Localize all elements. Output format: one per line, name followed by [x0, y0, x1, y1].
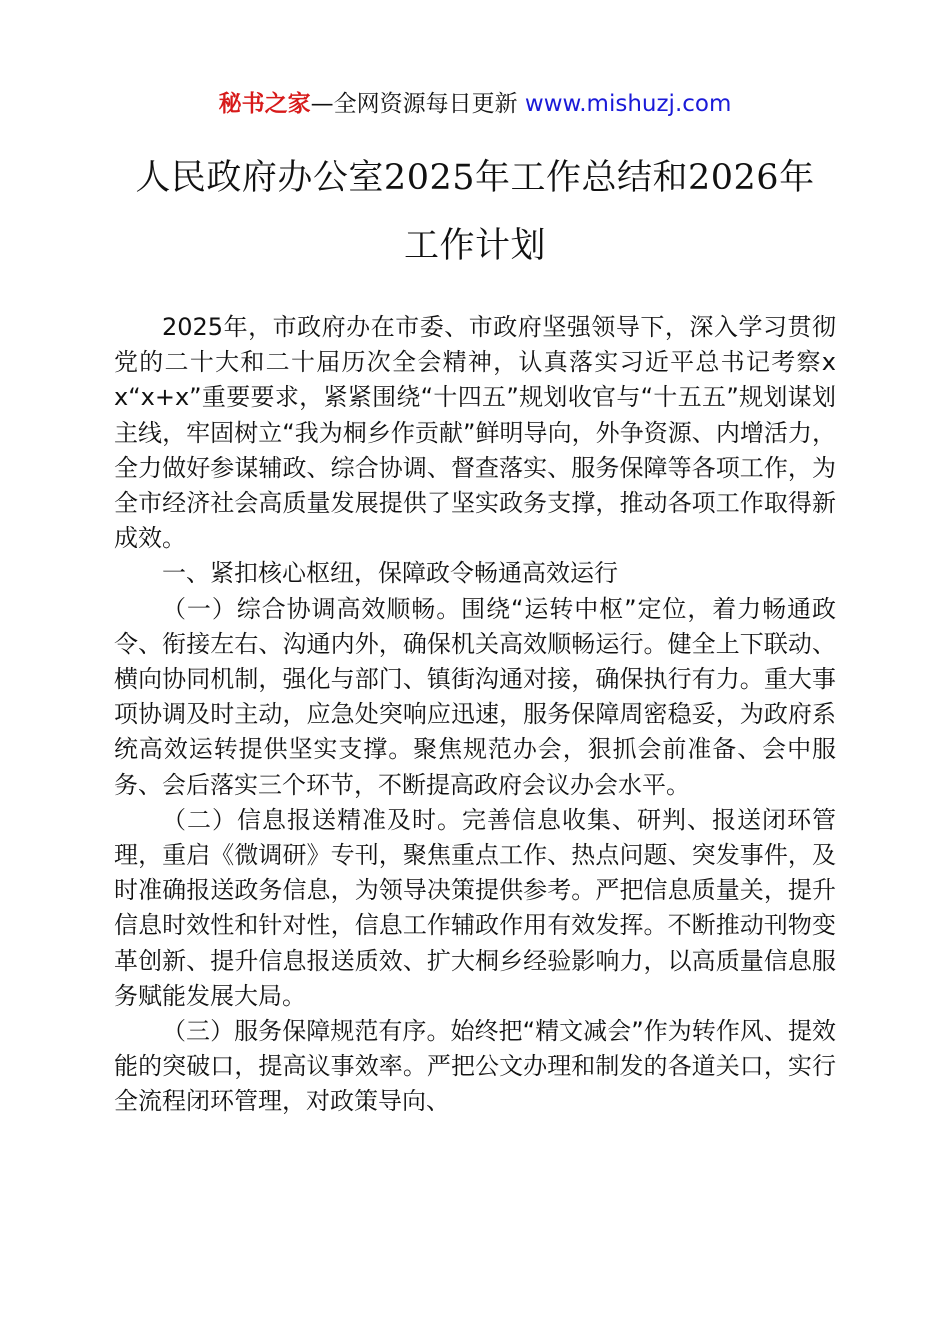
document-title-line-1: 人民政府办公室2025年工作总结和2026年: [135, 158, 815, 198]
section-heading: 一、紧扣核心枢纽，保障政令畅通高效运行: [162, 559, 618, 588]
paragraph-service: （三）服务保障规范有序。始终把“精文减会”作为转作风、提效能的突破口，提高议事效率。严把公文办理和制发的各道关口，实行全流程闭环管理，对政策导向、: [114, 1017, 836, 1116]
document-title: [110, 144, 840, 280]
paragraph-coordination: （一）综合协调高效顺畅。围绕“运转中枢”定位，着力畅通政令、衔接左右、沟通内外，确保机关高效顺畅运行。健全上下联动、横向协同机制，强化与部门、镇街沟通对接，确保执行有力。重大事项协调及时主动，应急处突响应迅速，服务保障周密稳妥，为政府系统高效运转提供坚实支撑。聚焦规范办会，狠抓会前准备、会中服务、会后落实三个环节，不断提高政府会议办会水平。: [114, 594, 836, 799]
brand-name: 秘书之家: [218, 91, 311, 117]
document-title-line-2: 工作计划: [403, 226, 546, 266]
site-header: [0, 86, 950, 122]
header-tagline: —全网资源每日更新: [310, 91, 518, 117]
paragraph-information: （二）信息报送精准及时。完善信息收集、研判、报送闭环管理，重启《微调研》专刊，聚焦重点工作、热点问题、突发事件，及时准确报送政务信息，为领导决策提供参考。严把信息质量关，提升信息时效性和针对性，信息工作辅政作用有效发挥。不断推动刊物变革创新、提升信息报送质效、扩大桐乡经验影响力，以高质量信息服务赋能发展大局。: [114, 805, 836, 1010]
document-body: [114, 310, 836, 1120]
intro-paragraph: 2025年，市政府办在市委、市政府坚强领导下，深入学习贯彻党的二十大和二十届历次全会精神，认真落实习近平总书记考察xx“x+x”重要要求，紧紧围绕“十四五”规划收官与“十五五”规划谋划主线，牢固树立“我为桐乡作贡献”鲜明导向，外争资源、内增活力，全力做好参谋辅政、综合协调、督查落实、服务保障等各项工作，为全市经济社会高质量发展提供了坚实政务支撑，推动各项工作取得新成效。: [114, 313, 836, 553]
site-url-link[interactable]: www.mishuzj.com: [524, 91, 732, 117]
